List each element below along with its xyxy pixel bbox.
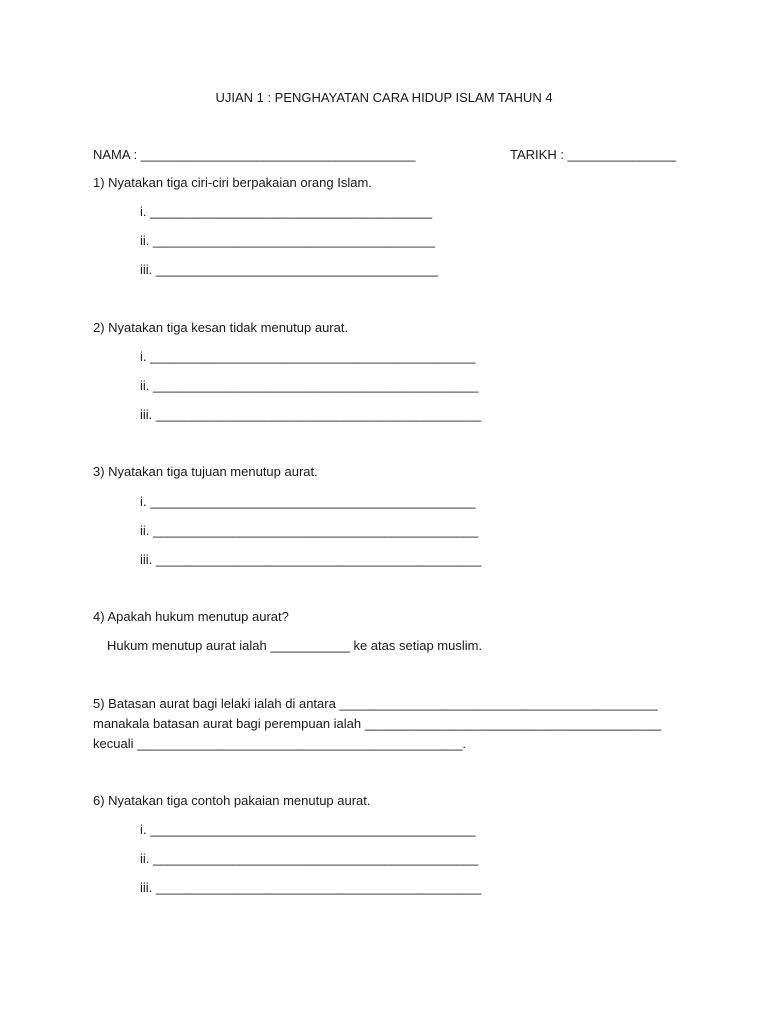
- q2-answer-i[interactable]: i. _____________________________________________: [140, 349, 476, 364]
- date-field[interactable]: TARIKH : _______________: [510, 147, 676, 162]
- name-field[interactable]: NAMA : ______________________________________: [93, 147, 416, 162]
- q6-answer-iii[interactable]: iii. _____________________________________________: [140, 880, 482, 895]
- question-4: 4) Apakah hukum menutup aurat?: [93, 609, 289, 624]
- question-5-line-3[interactable]: kecuali _____________________________________________.: [93, 736, 467, 751]
- q6-answer-ii[interactable]: ii. _____________________________________________: [140, 851, 479, 866]
- question-3: 3) Nyatakan tiga tujuan menutup aurat.: [93, 464, 318, 479]
- question-5-line-1[interactable]: 5) Batasan aurat bagi lelaki ialah di antara ____________________________________________: [93, 696, 658, 711]
- q1-answer-iii[interactable]: iii. _______________________________________: [140, 262, 438, 277]
- question-5-line-2[interactable]: manakala batasan aurat bagi perempuan ialah _________________________________________: [93, 716, 662, 731]
- q1-answer-ii[interactable]: ii. _______________________________________: [140, 233, 435, 248]
- q3-answer-ii[interactable]: ii. _____________________________________________: [140, 523, 479, 538]
- page-title: UJIAN 1 : PENGHAYATAN CARA HIDUP ISLAM TAHUN 4: [215, 90, 553, 105]
- q3-answer-i[interactable]: i. _____________________________________________: [140, 494, 476, 509]
- q2-answer-ii[interactable]: ii. _____________________________________________: [140, 378, 479, 393]
- question-2: 2) Nyatakan tiga kesan tidak menutup aurat.: [93, 320, 349, 335]
- q3-answer-iii[interactable]: iii. _____________________________________________: [140, 552, 482, 567]
- q6-answer-i[interactable]: i. _____________________________________________: [140, 822, 476, 837]
- question-6: 6) Nyatakan tiga contoh pakaian menutup aurat.: [93, 793, 371, 808]
- q4-answer[interactable]: Hukum menutup aurat ialah ___________ ke atas setiap muslim.: [107, 638, 483, 653]
- q2-answer-iii[interactable]: iii. _____________________________________________: [140, 407, 482, 422]
- q1-answer-i[interactable]: i. _______________________________________: [140, 204, 433, 219]
- question-1: 1) Nyatakan tiga ciri-ciri berpakaian orang Islam.: [93, 175, 372, 190]
